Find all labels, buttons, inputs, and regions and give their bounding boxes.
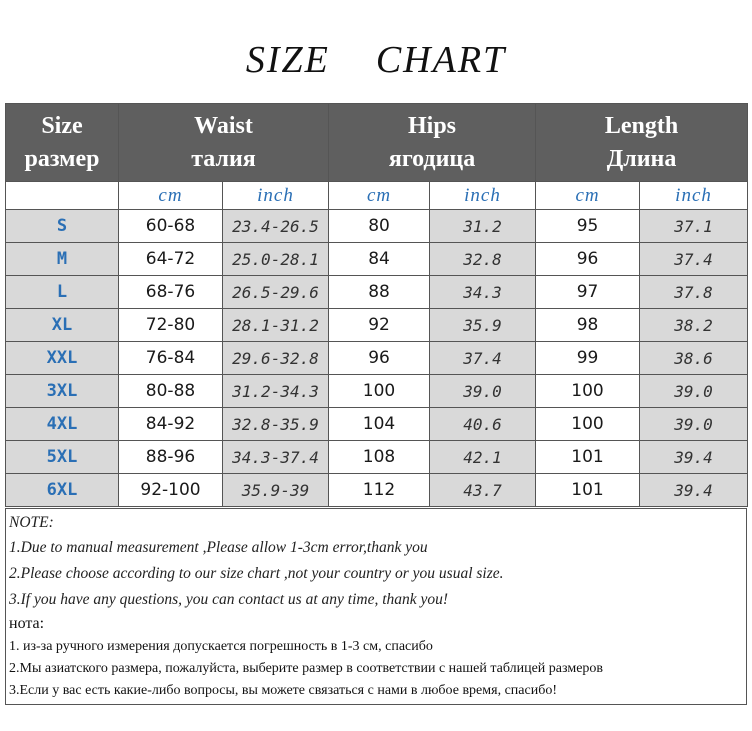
unit-length-inch: inch <box>640 182 748 210</box>
size-cell: L <box>6 276 119 309</box>
waist-cm-cell: 60-68 <box>119 210 223 243</box>
length-inch-cell: 39.0 <box>640 375 748 408</box>
hips-inch-cell: 37.4 <box>430 342 536 375</box>
hips-inch-cell: 42.1 <box>430 441 536 474</box>
hips-cm-cell: 108 <box>329 441 430 474</box>
hips-cm-cell: 100 <box>329 375 430 408</box>
header-waist-en: Waist <box>194 112 253 139</box>
length-inch-cell: 38.6 <box>640 342 748 375</box>
note-en-3: 3.If you have any questions, you can contact us at any time, thank you! <box>9 591 449 608</box>
size-chart-table <box>5 103 748 507</box>
waist-inch-cell: 34.3-37.4 <box>223 441 329 474</box>
length-inch-cell: 38.2 <box>640 309 748 342</box>
waist-inch-cell: 28.1-31.2 <box>223 309 329 342</box>
size-cell: XXL <box>6 342 119 375</box>
waist-inch-cell: 29.6-32.8 <box>223 342 329 375</box>
unit-hips-inch: inch <box>430 182 536 210</box>
header-length-en: Length <box>604 112 679 139</box>
table-row <box>6 408 748 441</box>
waist-cm-cell: 88-96 <box>119 441 223 474</box>
length-cm-cell: 100 <box>536 375 640 408</box>
hips-cm-cell: 84 <box>329 243 430 276</box>
size-cell: 5XL <box>6 441 119 474</box>
size-cell: S <box>6 210 119 243</box>
length-cm-cell: 101 <box>536 441 640 474</box>
waist-cm-cell: 64-72 <box>119 243 223 276</box>
hips-cm-cell: 80 <box>329 210 430 243</box>
size-cell: 6XL <box>6 474 119 507</box>
hips-inch-cell: 34.3 <box>430 276 536 309</box>
table-row <box>6 441 748 474</box>
waist-inch-cell: 23.4-26.5 <box>223 210 329 243</box>
waist-inch-cell: 32.8-35.9 <box>223 408 329 441</box>
unit-length-cm: cm <box>536 182 640 210</box>
table-row <box>6 276 748 309</box>
unit-row <box>6 182 748 210</box>
length-cm-cell: 98 <box>536 309 640 342</box>
unit-waist-cm: cm <box>119 182 223 210</box>
table-row <box>6 375 748 408</box>
header-length <box>536 104 748 182</box>
size-cell: M <box>6 243 119 276</box>
table-row <box>6 243 748 276</box>
page-title: SIZE CHART <box>245 39 507 81</box>
hips-inch-cell: 31.2 <box>430 210 536 243</box>
waist-cm-cell: 84-92 <box>119 408 223 441</box>
waist-inch-cell: 31.2-34.3 <box>223 375 329 408</box>
size-cell: 3XL <box>6 375 119 408</box>
table-row <box>6 309 748 342</box>
table-row <box>6 474 748 507</box>
table-row <box>6 342 748 375</box>
header-hips <box>329 104 536 182</box>
unit-hips-cm: cm <box>329 182 430 210</box>
waist-cm-cell: 68-76 <box>119 276 223 309</box>
hips-inch-cell: 43.7 <box>430 474 536 507</box>
waist-cm-cell: 72-80 <box>119 309 223 342</box>
length-cm-cell: 100 <box>536 408 640 441</box>
length-cm-cell: 97 <box>536 276 640 309</box>
notes-box <box>5 508 747 705</box>
note-ru-1: 1. из-за ручного измерения допускается погрешность в 1-3 см, спасибо <box>9 639 433 654</box>
note-ru-3: 3.Если у вас есть какие-либо вопросы, вы можете связаться с нами в любое время, спасибо! <box>9 683 557 698</box>
hips-inch-cell: 35.9 <box>430 309 536 342</box>
size-cell: XL <box>6 309 119 342</box>
header-row <box>6 104 748 182</box>
unit-blank <box>6 182 119 210</box>
length-inch-cell: 39.0 <box>640 408 748 441</box>
hips-cm-cell: 104 <box>329 408 430 441</box>
hips-inch-cell: 39.0 <box>430 375 536 408</box>
length-inch-cell: 37.1 <box>640 210 748 243</box>
waist-inch-cell: 35.9-39 <box>223 474 329 507</box>
table-row <box>6 210 748 243</box>
length-cm-cell: 96 <box>536 243 640 276</box>
header-size-ru: размер <box>24 145 100 172</box>
length-inch-cell: 37.8 <box>640 276 748 309</box>
length-inch-cell: 37.4 <box>640 243 748 276</box>
hips-inch-cell: 40.6 <box>430 408 536 441</box>
header-hips-en: Hips <box>408 112 457 139</box>
waist-inch-cell: 25.0-28.1 <box>223 243 329 276</box>
hips-cm-cell: 88 <box>329 276 430 309</box>
length-inch-cell: 39.4 <box>640 441 748 474</box>
waist-cm-cell: 80-88 <box>119 375 223 408</box>
length-cm-cell: 95 <box>536 210 640 243</box>
header-hips-ru: ягодица <box>388 145 476 172</box>
waist-inch-cell: 26.5-29.6 <box>223 276 329 309</box>
size-cell: 4XL <box>6 408 119 441</box>
header-waist-ru: талия <box>191 145 256 172</box>
header-size-en: Size <box>41 112 83 139</box>
note-heading-en: NOTE: <box>9 514 54 531</box>
length-inch-cell: 39.4 <box>640 474 748 507</box>
header-length-ru: Длина <box>606 145 677 172</box>
waist-cm-cell: 76-84 <box>119 342 223 375</box>
note-ru-2: 2.Мы азиатского размера, пожалуйста, выберите размер в соответствии с нашей таблицей размеров <box>9 661 604 676</box>
hips-cm-cell: 92 <box>329 309 430 342</box>
header-waist <box>119 104 329 182</box>
note-en-2: 2.Please choose according to our size chart ,not your country or you usual size. <box>9 565 504 582</box>
length-cm-cell: 101 <box>536 474 640 507</box>
length-cm-cell: 99 <box>536 342 640 375</box>
hips-inch-cell: 32.8 <box>430 243 536 276</box>
header-size <box>6 104 119 182</box>
hips-cm-cell: 112 <box>329 474 430 507</box>
hips-cm-cell: 96 <box>329 342 430 375</box>
unit-waist-inch: inch <box>223 182 329 210</box>
note-heading-ru: нота: <box>9 615 45 632</box>
waist-cm-cell: 92-100 <box>119 474 223 507</box>
note-en-1: 1.Due to manual measurement ,Please allow 1-3cm error,thank you <box>9 539 428 556</box>
